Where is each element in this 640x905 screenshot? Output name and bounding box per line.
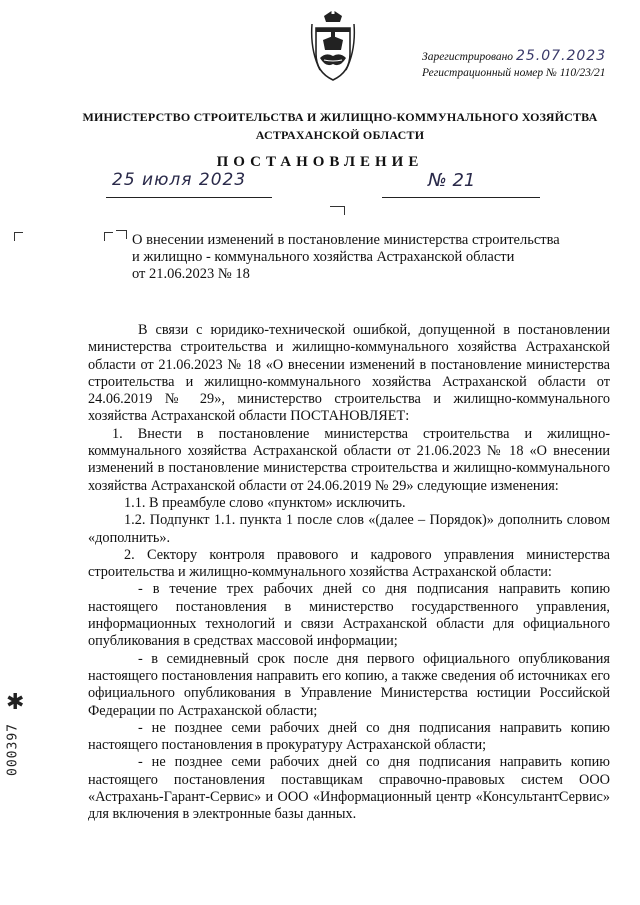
- document-subject: [132, 232, 572, 283]
- registration-block: [422, 48, 606, 81]
- asterisk-mark: ✱: [6, 690, 25, 715]
- ministry-line-1: МИНИСТЕРСТВО СТРОИТЕЛЬСТВА И ЖИЛИЩНО-КОММУНАЛЬНОГО ХОЗЯЙСТВА: [82, 110, 598, 124]
- handwritten-number: № 21: [428, 170, 476, 191]
- clause-2: 2. Сектору контроля правового и кадрового управления министерства строительства и жилищно-коммунального хозяйства Астраханской области:: [88, 546, 610, 581]
- margin-corner-mark: [330, 206, 345, 215]
- subject-line-3: от 21.06.2023 № 18: [132, 266, 250, 282]
- ministry-line-2: АСТРАХАНСКОЙ ОБЛАСТИ: [255, 128, 425, 142]
- clause-2-item-d: - не позднее семи рабочих дней со дня подписания направить копию настоящего постановления поставщикам справочно-правовых систем ООО «Астрахань-Гарант-Сервис» и ООО «Информационный центр «КонсультантСервис» для включения в электронные базы данных.: [88, 754, 610, 823]
- subject-line-1: О внесении изменений в постановление министерства строительства: [132, 232, 560, 248]
- document-body: [88, 322, 610, 824]
- registered-date: 25.07.2023: [515, 48, 607, 64]
- reg-number: 110/23/21: [559, 67, 606, 79]
- document-type: ПОСТАНОВЛЕНИЕ: [216, 154, 424, 170]
- margin-corner-mark: [104, 232, 113, 241]
- clause-2-item-b: - в семидневный срок после дня первого официального опубликования настоящего постановления направить его копию, а также сведения об источниках его официального опубликования в Управление Министерства юстиции Российской Федерации по Астраханской области;: [88, 650, 610, 719]
- margin-corner-mark: [116, 230, 127, 239]
- clause-1-1: 1.1. В преамбуле слово «пунктом» исключить.: [124, 494, 406, 511]
- coat-of-arms-emblem: [310, 10, 356, 84]
- intro-paragraph: В связи с юридико-технической ошибкой, допущенной в постановлении министерства строительства и жилищно-коммунального хозяйства Астраханской области от 21.06.2023 № 18 «О внесении изменений в постановление министерства строительства и жилищно-коммунального хозяйства Астраханской области от 24.06.2019 № 29», министерство строительства и жилищно-коммунального хозяйства Астраханской области ПОСТАНОВЛЯЕТ:: [88, 322, 610, 425]
- margin-corner-mark: [14, 232, 23, 241]
- registered-label: Зарегистрировано: [422, 51, 514, 63]
- clause-1-2: 1.2. Подпункт 1.1. пункта 1 после слов «(далее – Порядок)» дополнить словом «дополнить».: [88, 512, 610, 546]
- reg-number-label: Регистрационный номер №: [422, 67, 557, 79]
- subject-line-2: и жилищно - коммунального хозяйства Астраханской области: [132, 249, 515, 265]
- clause-2-item-a: - в течение трех рабочих дней со дня подписания направить копию настоящего постановления в министерство государственного управления, информационных технологий и связи Астраханской области для официального опубликования в средствах массовой информации;: [88, 581, 610, 650]
- side-stamp-number: 000397: [5, 723, 21, 776]
- clause-1: 1. Внести в постановление министерства строительства и жилищно-коммунального хозяйства Астраханской области от 21.06.2023 № 18 «О внесении изменений в постановление министерства строительства и жилищно-коммунального хозяйства Астраханской области от 24.06.2019 № 29» следующие изменения:: [88, 425, 610, 494]
- handwritten-date: 25 июля 2023: [112, 170, 247, 190]
- ministry-name: [60, 108, 620, 144]
- clause-2-item-c: - не позднее семи рабочих дней со дня подписания направить копию настоящего постановления в прокуратуру Астраханской области;: [88, 719, 610, 754]
